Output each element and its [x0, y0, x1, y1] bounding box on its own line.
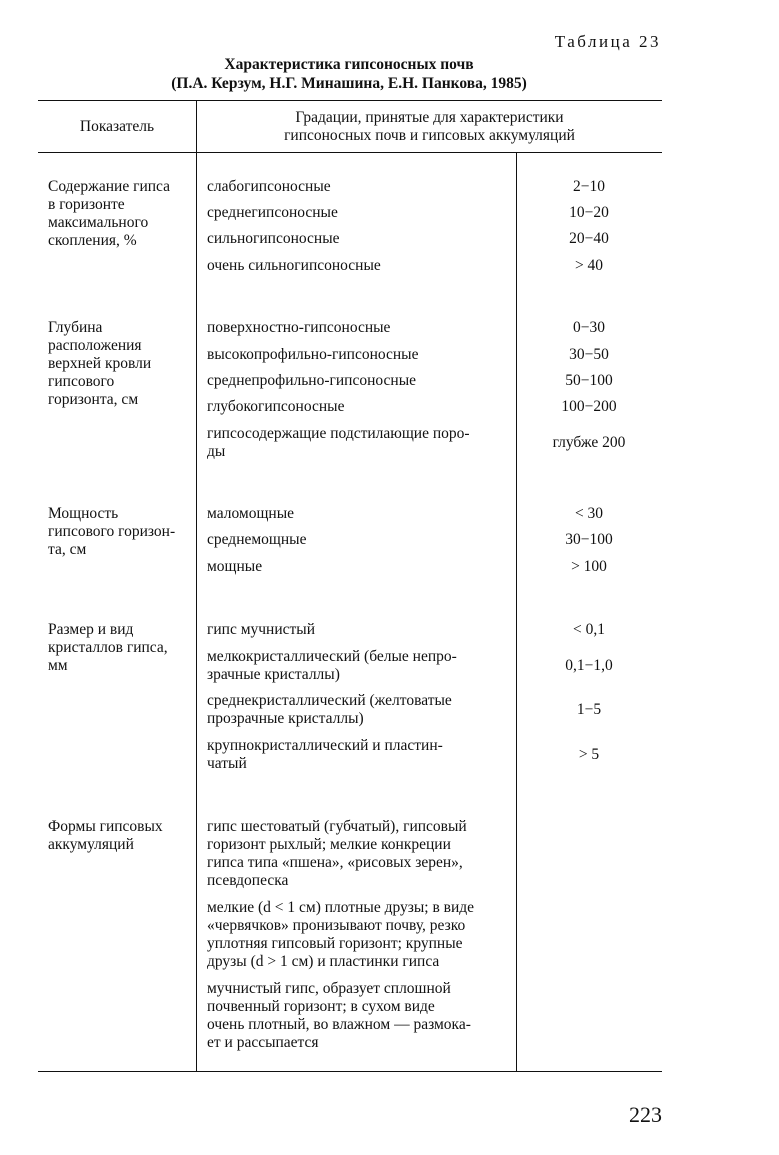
value-cell: 0,1−1,0 — [565, 657, 613, 674]
gradation-line: сильногипсоносные — [207, 230, 340, 247]
indicator-line: гипсового горизон- — [48, 523, 176, 540]
gradation-line: глубокогипсоносные — [207, 398, 345, 415]
gradation-cell — [207, 818, 509, 890]
gradation-cell — [207, 692, 509, 728]
indicator-line: гипсового — [48, 373, 115, 390]
value-cell: > 5 — [578, 746, 600, 763]
gradation-line: гипсосодержащие подстилающие поро- — [207, 425, 470, 442]
column-divider-2 — [516, 152, 517, 1071]
gradation-cell — [207, 621, 509, 639]
gradation-line: высокопрофильно-гипсоносные — [207, 346, 419, 363]
gradation-line: среднегипсоносные — [207, 204, 338, 221]
gradation-line: мелкокристаллический (белые непро- — [207, 648, 457, 665]
value-cell: 0−30 — [573, 319, 605, 336]
gradation-cell — [207, 558, 509, 576]
value-cell: < 0,1 — [573, 621, 605, 638]
gradation-line: зрачные кристаллы) — [207, 666, 340, 683]
gradation-line: прозрачные кристаллы) — [207, 710, 364, 727]
value-cell: 20−40 — [569, 230, 609, 247]
value-cell: глубже 200 — [552, 434, 626, 451]
value-cell: 100−200 — [561, 398, 617, 415]
gradation-line: друзы (d > 1 см) и пластинки гипса — [207, 953, 440, 970]
header-indicator: Показатель — [79, 118, 155, 135]
title-line-2: (П.А. Керзум, Н.Г. Минашина, Е.Н. Панкова, 1985) — [171, 75, 527, 92]
gradation-cell — [207, 230, 509, 248]
gradation-cell — [207, 398, 509, 416]
gradation-cell — [207, 980, 509, 1052]
indicator-cell — [48, 621, 193, 675]
column-divider-1 — [196, 101, 197, 1071]
gradation-line: ды — [207, 443, 226, 460]
gradation-line: мелкие (d < 1 см) плотные друзы; в виде — [207, 899, 475, 916]
gradation-line: «червячков» пронизывают почву, резко — [207, 917, 466, 934]
indicator-line: скопления, % — [48, 232, 137, 249]
gradation-cell — [207, 178, 509, 196]
gradation-line: среднекристаллический (желтоватые — [207, 692, 452, 709]
gradation-cell — [207, 648, 509, 684]
header-gradations — [197, 109, 662, 145]
indicator-line: Размер и вид — [48, 621, 134, 638]
gradation-cell — [207, 899, 509, 971]
table-top-rule — [38, 100, 662, 101]
indicator-cell — [48, 178, 193, 250]
gradation-cell — [207, 737, 509, 773]
header-bottom-rule — [38, 152, 662, 153]
gradation-line: чатый — [207, 755, 247, 772]
value-cell: 30−50 — [569, 346, 609, 363]
value-cell: 30−100 — [565, 531, 613, 548]
indicator-line: Содержание гипса — [48, 178, 170, 195]
indicator-line: в горизонте — [48, 196, 125, 213]
gradation-line: псевдопеска — [207, 872, 289, 889]
indicator-line: расположения — [48, 337, 142, 354]
gradation-line: уплотняя гипсовый горизонт; крупные — [207, 935, 463, 952]
indicator-line: Мощность — [48, 505, 119, 522]
indicator-line: та, см — [48, 541, 87, 558]
gradation-cell — [207, 425, 509, 461]
gradation-cell — [207, 505, 509, 523]
page-number: 223 — [629, 1102, 662, 1127]
indicator-line: аккумуляций — [48, 836, 134, 853]
value-cell: < 30 — [574, 505, 604, 522]
gradation-line: мучнистый гипс, образует сплошной — [207, 980, 451, 997]
gradation-line: среднепрофильно-гипсоносные — [207, 372, 416, 389]
table-title — [38, 55, 660, 93]
indicator-line: Формы гипсовых — [48, 818, 163, 835]
gradation-line: маломощные — [207, 505, 294, 522]
gradation-line: среднемощные — [207, 531, 307, 548]
gradation-line: крупнокристаллический и пластин- — [207, 737, 443, 754]
gradation-line: гипс мучнистый — [207, 621, 316, 638]
gradation-line: ет и рассыпается — [207, 1034, 319, 1051]
value-cell: 50−100 — [565, 372, 613, 389]
gradation-line: слабогипсоносные — [207, 178, 331, 195]
indicator-line: кристаллов гипса, — [48, 639, 168, 656]
value-cell: 2−10 — [573, 178, 605, 195]
value-cell: 10−20 — [569, 204, 609, 221]
gradation-line: гипса типа «пшена», «рисовых зерен», — [207, 854, 463, 871]
value-cell: > 40 — [574, 257, 604, 274]
gradation-line: очень плотный, во влажном — размока- — [207, 1016, 471, 1033]
gradation-line: поверхностно-гипсоносные — [207, 319, 391, 336]
gradation-line: гипс шестоватый (губчатый), гипсовый — [207, 818, 467, 835]
header-gradations-line-2: гипсоносных почв и гипсовых аккумуляций — [284, 127, 575, 144]
gradation-cell — [207, 257, 509, 275]
indicator-cell — [48, 319, 193, 409]
indicator-line: горизонта, см — [48, 391, 139, 408]
gradation-line: почвенный горизонт; в сухом виде — [207, 998, 435, 1015]
header-gradations-line-1: Градации, принятые для характеристики — [295, 109, 564, 126]
gradation-cell — [207, 204, 509, 222]
gradation-cell — [207, 531, 509, 549]
value-cell: 1−5 — [576, 701, 602, 718]
gradation-line: очень сильногипсоносные — [207, 257, 381, 274]
indicator-cell — [48, 818, 193, 854]
indicator-line: Глубина — [48, 319, 103, 336]
indicator-line: мм — [48, 657, 68, 674]
gradation-line: горизонт рыхлый; мелкие конкреции — [207, 836, 451, 853]
gradation-cell — [207, 346, 509, 364]
gradation-cell — [207, 372, 509, 390]
gradation-cell — [207, 319, 509, 337]
title-line-1: Характеристика гипсоносных почв — [224, 56, 474, 73]
table-number: Таблица 23 — [554, 32, 661, 51]
gradation-line: мощные — [207, 558, 263, 575]
indicator-line: максимального — [48, 214, 149, 231]
indicator-line: верхней кровли — [48, 355, 152, 372]
table-bottom-rule — [38, 1071, 662, 1072]
value-cell: > 100 — [571, 558, 607, 575]
indicator-cell — [48, 505, 193, 559]
